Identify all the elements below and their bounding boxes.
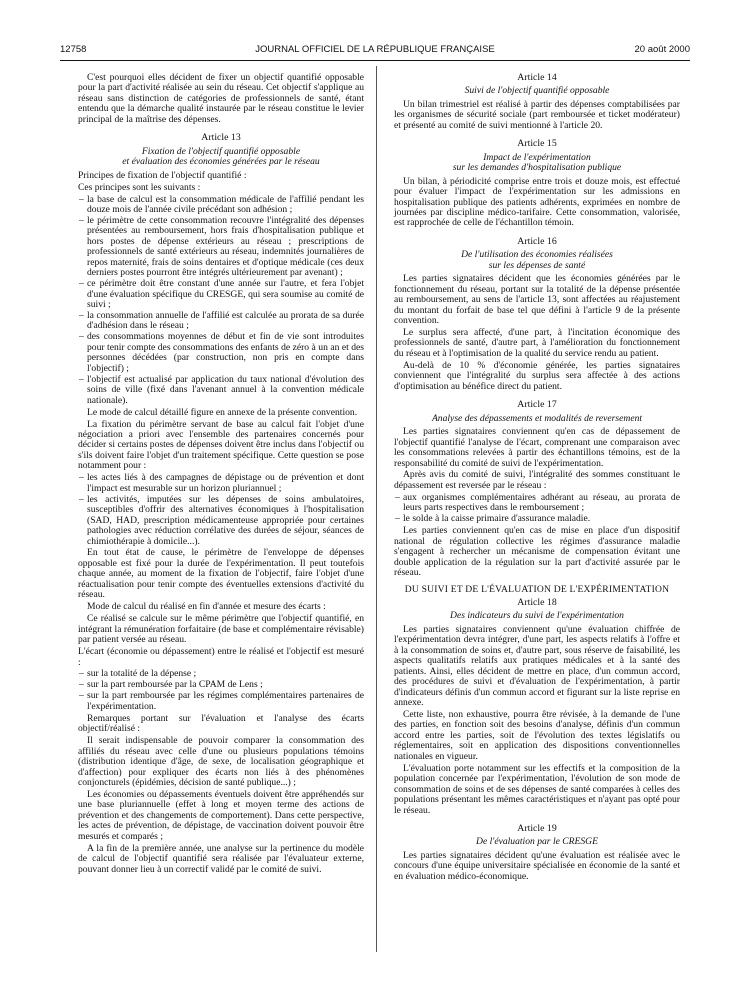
perimetre-list xyxy=(78,473,364,547)
list-item: – les activités, imputées sur les dépenses de soins ambulatoires, susceptibles d'offrir des alternatives économiques à l'hospitalisation (SAD, HAD, prescription médicamenteuse appropriée pour certaines pathologies avec réduction corrélative des durées de séjour, séances de chimiothérapie à domicile...). xyxy=(78,495,364,547)
article-13-title-line-1: Fixation de l'objectif quantifié opposable xyxy=(141,145,301,157)
article-14-title: Suivi de l'objectif quantifié opposable xyxy=(464,85,610,97)
paragraph: A la fin de la première année, une analyse sur la pertinence du modèle de calcul de l'objectif quantifié sera réalisée par l'évaluateur externe, pouvant donner lieu à un correctif validé par le comité de suivi. xyxy=(78,842,364,875)
paragraph: Un bilan trimestriel est réalisé à partir des dépenses comptabilisées par les organismes de sécurité sociale (part remboursée et ticket modérateur) et présenté au comité de suivi mentionné à l'article 20. xyxy=(394,98,680,131)
paragraph: Les parties conviennent qu'en cas de mise en place d'un dispositif national de régulation collective les régimes d'assurance maladie s'engagent à rechercher un mécanisme de compensation évitant une double application de la régulation sur la part d'activité assurée par le réseau. xyxy=(394,525,680,579)
paragraph: Mode de calcul du réalisé en fin d'année et mesure des écarts : xyxy=(87,601,326,613)
article-16-heading: Article 16 xyxy=(517,235,557,247)
list-item: – la base de calcul est la consommation médicale de l'affilié pendant les douze mois de l'année civile précédant son adhésion ; xyxy=(78,195,364,216)
list-item: – l'objectif est actualisé par application du taux national d'évolution des soins de ville (fixé dans l'avenant annuel à la convention médicale nationale). xyxy=(78,375,364,406)
list-item: – sur la totalité de la dépense ; xyxy=(78,669,364,679)
article-16-title xyxy=(394,250,680,271)
header-rule xyxy=(60,60,690,61)
paragraph: Après avis du comité de suivi, l'intégralité des sommes constituant le dépassement est reversée par le réseau : xyxy=(394,469,680,491)
list-item: – sur la part remboursée par les régimes complémentaires partenaires de l'expérimentation. xyxy=(78,691,364,712)
article-16-title-line-2: sur les dépenses de santé xyxy=(488,259,586,271)
article-15-heading: Article 15 xyxy=(517,138,557,150)
article-16-title-line-1: De l'utilisation des économies réalisées xyxy=(461,249,613,261)
section-title: DU SUIVI ET DE L'ÉVALUATION DE L'EXPÉRIMENTATION xyxy=(404,584,670,596)
left-column xyxy=(78,73,364,877)
page-number: 12758 xyxy=(60,44,87,55)
paragraph: Il serait indispensable de pouvoir comparer la consommation des affiliés du réseau avec celle d'une ou plusieurs populations témoins (distribution identique d'âge, de sexe, de localisation géographique et d'affection) pour expliquer des écarts non liés à des phénomènes conjoncturels (épidémies, décision de santé publique...) ; xyxy=(78,735,364,788)
paragraph: Un bilan, à périodicité comprise entre trois et douze mois, est effectué pour évaluer l'impact de l'expérimentation sur les admissions en hospitalisation publique des patients adhérents, exprimées en nombre de journées par discipline médico-tarifaire. Cette consommation, valorisée, est rapprochée de celle de l'échantillon témoin. xyxy=(394,175,680,229)
intro-paragraph: C'est pourquoi elles décident de fixer un objectif quantifié opposable pour la part d'activité réalisée au sein du réseau. Cet objectif s'applique au réseau sans distinction de catégories de professionnels de santé, étant entendu que la démarche qualité instaurée par le réseau constitue le levier principal de la maîtrise des dépenses. xyxy=(78,72,364,125)
paragraph: Au-delà de 10 % d'économie générée, les parties signataires conviennent que l'intégralité du surplus sera affectée à des actions d'optimisation au bénéfice direct du patient. xyxy=(394,359,680,392)
list-item: – sur la part remboursée par la CPAM de Lens ; xyxy=(78,680,364,690)
article-15-title xyxy=(394,153,680,174)
article-17-heading: Article 17 xyxy=(517,399,557,411)
list-item: – la consommation annuelle de l'affilié est calculée au prorata de sa durée d'adhésion dans le réseau ; xyxy=(78,311,364,332)
paragraph: Ce réalisé se calcule sur le même périmètre que l'objectif quantifié, en intégrant la rémunération forfaitaire (de base et complémentaire révisable) par patient versée au réseau. xyxy=(78,613,364,646)
column-divider xyxy=(376,66,377,952)
journal-title: JOURNAL OFFICIEL DE LA RÉPUBLIQUE FRANÇAISE xyxy=(255,44,495,55)
article-15-title-line-1: Impact de l'expérimentation xyxy=(483,151,591,163)
paragraph: Les parties signataires décident qu'une évaluation est réalisée avec le concours d'une équipe universitaire spécialisée en économie de la santé et en évaluation médico-économique. xyxy=(394,849,680,882)
article-18-title: Des indicateurs du suivi de l'expérimentation xyxy=(450,610,624,622)
article-15-title-line-2: sur les demandes d'hospitalisation publique xyxy=(452,162,622,174)
paragraph: Le mode de calcul détaillé figure en annexe de la présente convention. xyxy=(87,406,358,418)
paragraph: Les parties signataires conviennent qu'une évaluation chiffrée de l'expérimentation devra intégrer, d'une part, les aspects relatifs à l'offre et à la consommation de soins et, d'autre part, sous réserve de faisabilité, les aspects qualitatifs relatifs aux pratiques médicales et à la santé des patients. Ainsi, elles décident de mettre en place, d'un commun accord, des procédures de suivi et d'évaluation de l'expérimentation, à partir d'indicateurs définis d'un commun accord et figurant sur la liste reprise en annexe. xyxy=(394,623,680,709)
right-column xyxy=(394,73,680,884)
page-header xyxy=(60,44,690,58)
paragraph: L'évaluation porte notamment sur les effectifs et la composition de la population concernée par l'expérimentation, l'évolution de son mode de consommation de soins et de ses dépenses de santé comparées à celles des populations présentant les mêmes caractéristiques et n'ayant pas opté pour le réseau. xyxy=(394,762,680,816)
list-item: – le périmètre de cette consommation recouvre l'intégralité des dépenses présentées au remboursement, hors frais d'hospitalisation publique et hors postes de dépense extérieurs au réseau ; prescriptions de professionnels de santé extérieurs au réseau, indemnités journalières de repos maternité, frais de soins dentaires et d'optique médicale (ces deux derniers postes pourront être intégrés ultérieurement par avenant) ; xyxy=(78,216,364,279)
principes-intro: Ces principes sont les suivants : xyxy=(78,181,201,193)
paragraph: Les parties signataires décident que les économies générées par le fonctionnement du réseau, portant sur la totalité de la dépense présentée au remboursement, au sens de l'article 13, sont affectées au réajustement du montant du forfait de base tel que défini à l'article 9 de la présente convention. xyxy=(394,273,680,327)
article-19-title: De l'évaluation par le CRESGE xyxy=(476,836,598,848)
list-item: – ce périmètre doit être constant d'une année sur l'autre, et fera l'objet d'une évaluation spécifique du CRESGE, qui sera soumise au comité de suivi ; xyxy=(78,279,364,310)
list-item: – des consommations moyennes de début et fin de vie sont introduites pour tenir compte des consommations des enfants de zéro à un an et des personnes décédées (par construction, non pris en compte dans l'objectif) ; xyxy=(78,332,364,374)
paragraph: Les parties signataires conviennent qu'en cas de dépassement de l'objectif quantifié l'analyse de l'écart, comprenant une comparaison avec les consommations relevées à partir des échantillons témoins, est de la responsabilité du comité de suivi de l'expérimentation. xyxy=(394,426,680,469)
article-13-heading: Article 13 xyxy=(201,132,241,144)
reversement-list xyxy=(394,493,680,525)
paragraph: L'écart (économie ou dépassement) entre le réalisé et l'objectif est mesuré : xyxy=(78,646,364,668)
paragraph: Cette liste, non exhaustive, pourra être révisée, à la demande de l'une des parties, en fonction soit des besoins d'analyse, définis d'un commun accord entre les parties, soit de l'évolution des textes législatifs ou réglementaires, soit en application des dispositions conventionnelles nationales en vigueur. xyxy=(394,708,680,762)
paragraph: Le surplus sera affecté, d'une part, à l'incitation économique des professionnels de santé, d'autre part, à l'amélioration du fonctionnement du réseau et à l'optimisation de la qualité du service rendu au patient. xyxy=(394,327,680,359)
article-18-heading: Article 18 xyxy=(517,596,557,608)
paragraph: Les économies ou dépassements éventuels doivent être appréhendés sur une base pluriannuelle (effet à long et moyen terme des actions de prévention et des changements de comportement). Dans cette perspective, les actes de prévention, de dépistage, de vaccination doivent pouvoir être mesurés et comparés ; xyxy=(78,788,364,842)
article-19-heading: Article 19 xyxy=(517,823,557,834)
article-14-heading: Article 14 xyxy=(517,72,557,83)
principes-heading: Principes de fixation de l'objectif quantifié : xyxy=(78,169,247,181)
list-item: – le solde à la caisse primaire d'assurance maladie. xyxy=(394,514,680,524)
paragraph: La fixation du périmètre servant de base au calcul fait l'objet d'une négociation a priori avec l'ensemble des partenaires concernés pour décider si certains postes de dépenses doivent être inclus dans l'objectif ou s'ils doivent faire l'objet d'un traitement spécifique. Cette question se pose notamment pour : xyxy=(78,418,364,472)
article-13-title xyxy=(78,147,364,168)
paragraph: En tout état de cause, le périmètre de l'enveloppe de dépenses opposable est fixé pour la durée de l'expérimentation. Il peut toutefois chaque année, au moment de la fixation de l'objectif, faire l'objet d'une réactualisation pour tenir compte des éventuelles extensions d'activité du réseau. xyxy=(78,547,364,601)
ecart-list xyxy=(78,669,364,712)
article-13-title-line-2: et évaluation des économies générées par le réseau xyxy=(122,156,320,168)
article-17-title: Analyse des dépassements et modalités de reversement xyxy=(431,412,643,424)
publication-date: 20 août 2000 xyxy=(634,44,690,55)
paragraph: Remarques portant sur l'évaluation et l'analyse des écarts objectif/réalisé : xyxy=(78,712,364,735)
list-item: – les actes liés à des campagnes de dépistage ou de prévention et dont l'impact est mesurable sur un horizon pluriannuel ; xyxy=(78,473,364,494)
list-item: – aux organismes complémentaires adhérant au réseau, au prorata de leurs parts respectives dans le remboursement ; xyxy=(394,493,680,514)
principes-list xyxy=(78,195,364,407)
